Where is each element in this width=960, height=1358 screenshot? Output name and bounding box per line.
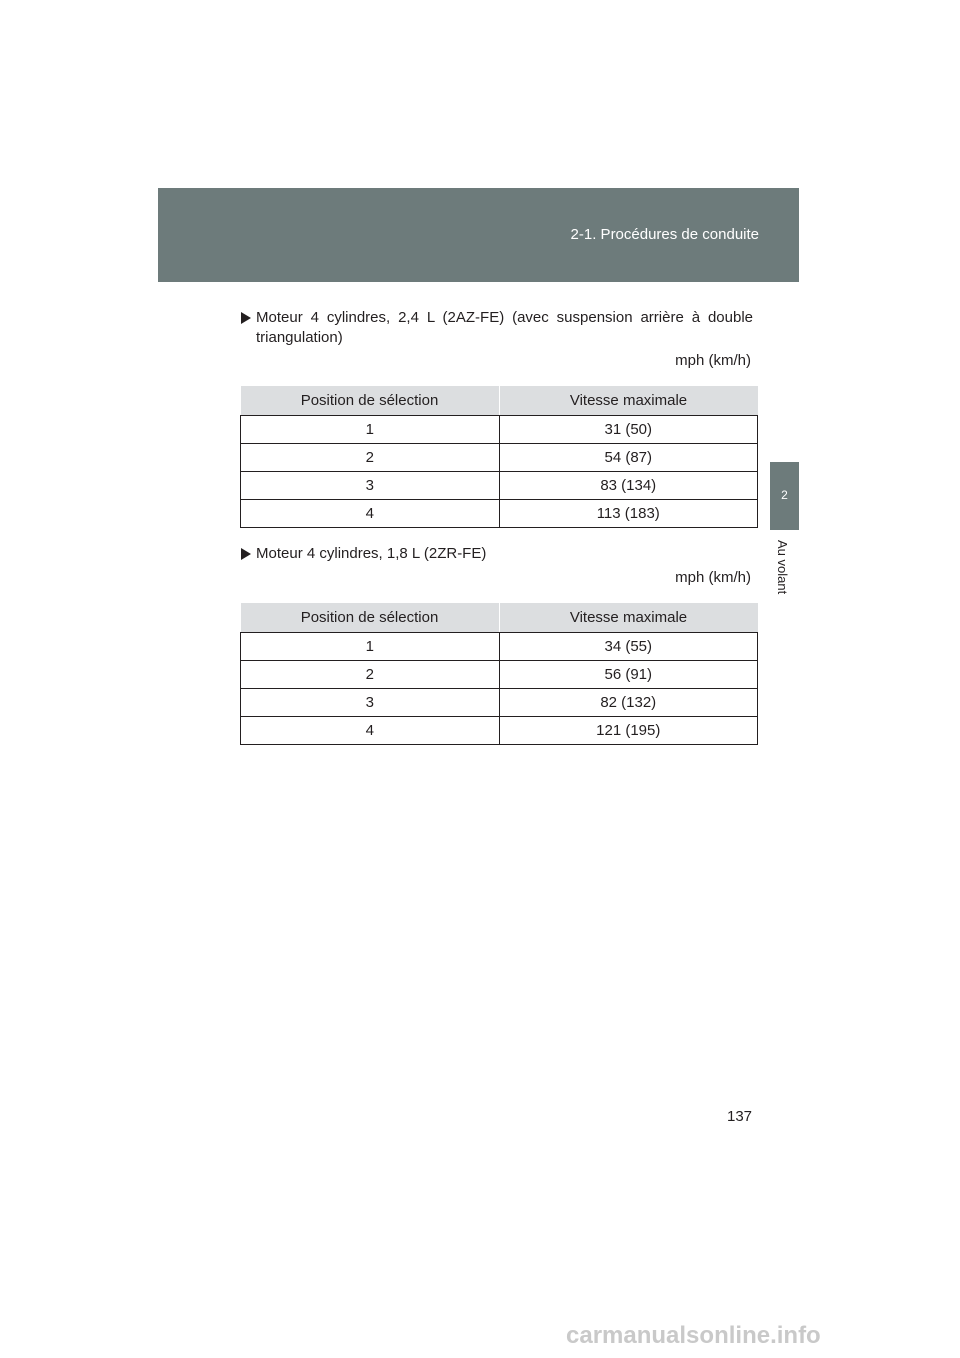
chapter-number: 2 xyxy=(781,488,788,502)
position-cell: 3 xyxy=(241,472,500,500)
bullet-engine-2zr xyxy=(241,544,753,564)
bullet-engine-2az xyxy=(241,308,753,350)
table-row xyxy=(241,444,758,472)
table-row xyxy=(241,472,758,500)
section-header-band xyxy=(158,188,799,282)
speed-cell: 54 (87) xyxy=(499,444,758,472)
column-header-speed: Vitesse maximale xyxy=(499,386,758,416)
speed-cell: 82 (132) xyxy=(499,689,758,717)
bullet-arrow-icon xyxy=(241,548,251,560)
watermark-text: carmanualsonline.info xyxy=(566,1322,821,1349)
position-cell: 2 xyxy=(241,661,500,689)
table-row xyxy=(241,500,758,528)
table-row xyxy=(241,689,758,717)
position-cell: 1 xyxy=(241,416,500,444)
speed-cell: 56 (91) xyxy=(499,661,758,689)
position-cell: 1 xyxy=(241,633,500,661)
unit-label: mph (km/h) xyxy=(675,352,751,369)
speed-cell: 121 (195) xyxy=(499,717,758,745)
table-row xyxy=(241,661,758,689)
bullet-text-line1: Moteur 4 cylindres, 2,4 L (2AZ-FE) (avec suspension arrière à double xyxy=(256,309,753,326)
speed-cell: 34 (55) xyxy=(499,633,758,661)
position-cell: 4 xyxy=(241,500,500,528)
chapter-label: Au volant xyxy=(775,540,790,595)
speed-table-2az xyxy=(240,386,758,528)
column-header-position: Position de sélection xyxy=(241,386,500,416)
speed-cell: 83 (134) xyxy=(499,472,758,500)
table-row xyxy=(241,416,758,444)
table-row xyxy=(241,633,758,661)
speed-cell: 31 (50) xyxy=(499,416,758,444)
page-number: 137 xyxy=(727,1108,753,1125)
table-row xyxy=(241,717,758,745)
chapter-side-label xyxy=(776,540,794,600)
section-title: 2-1. Procédures de conduite xyxy=(570,226,759,243)
bullet-text-line1: Moteur 4 cylindres, 1,8 L (2ZR-FE) xyxy=(256,545,487,562)
column-header-speed: Vitesse maximale xyxy=(499,603,758,633)
position-cell: 3 xyxy=(241,689,500,717)
position-cell: 2 xyxy=(241,444,500,472)
chapter-tab xyxy=(770,462,799,530)
unit-label: mph (km/h) xyxy=(675,569,751,586)
bullet-arrow-icon xyxy=(241,312,251,324)
column-header-position: Position de sélection xyxy=(241,603,500,633)
speed-cell: 113 (183) xyxy=(499,500,758,528)
bullet-text-line2: triangulation) xyxy=(256,329,343,346)
position-cell: 4 xyxy=(241,717,500,745)
speed-table-2zr xyxy=(240,603,758,745)
